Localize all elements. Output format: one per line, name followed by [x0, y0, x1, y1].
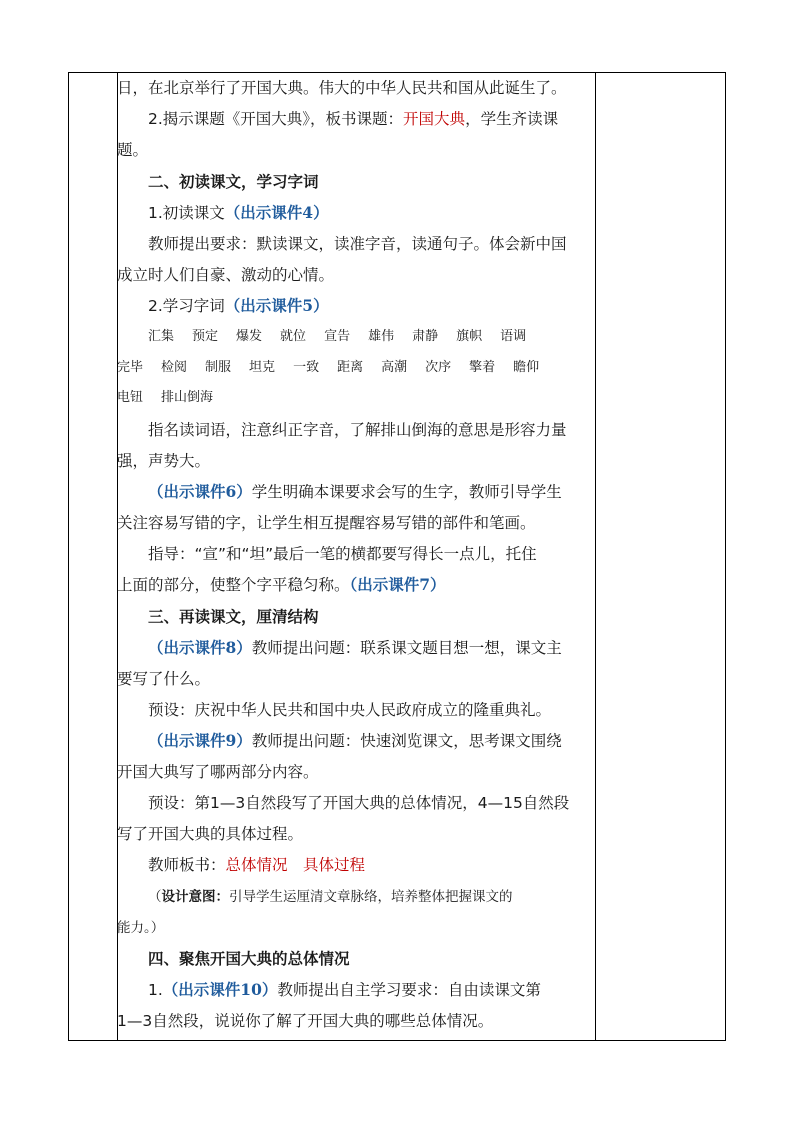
vocab-row	[117, 389, 231, 407]
vocab-word: 制服	[205, 360, 232, 375]
courseware-tag: （出示课件9）	[148, 731, 252, 750]
vocab-word: 肃静	[412, 329, 439, 344]
vocab-row	[117, 359, 557, 377]
paragraph-line: 写了开国大典的具体过程。	[117, 825, 304, 843]
paragraph-line: 预设：第1—3自然段写了开国大典的总体情况，4—15自然段	[148, 794, 570, 812]
courseware-tag: （出示课件7）	[349, 575, 446, 594]
vocab-word: 擎着	[469, 360, 496, 375]
paragraph-line	[117, 109, 624, 129]
design-note	[117, 887, 624, 907]
vocab-word: 语调	[500, 329, 527, 344]
vocab-word: 电钮	[117, 390, 144, 405]
paragraph-line	[117, 296, 624, 316]
paragraph-line: 强，声势大。	[117, 452, 211, 470]
design-note-label: 设计意图：	[161, 889, 229, 905]
text-run: 学生明确本课要求会写的生字，教师引导学生	[251, 483, 562, 501]
text-run: 1.初读课文	[148, 204, 225, 222]
vocab-word: 高潮	[381, 360, 408, 375]
paragraph-line	[117, 731, 624, 751]
vocab-word: 旗帜	[456, 329, 483, 344]
vocab-word: 宣告	[324, 329, 351, 344]
vocab-word: 雄伟	[368, 329, 395, 344]
text-run: 2.揭示课题《开国大典》，板书课题：	[148, 110, 404, 128]
vocab-word: 预定	[192, 329, 219, 344]
section-heading: 二、初读课文，学习字词	[148, 172, 319, 191]
vocab-word: 汇集	[148, 329, 175, 344]
paragraph-line	[117, 203, 624, 223]
design-note: 能力。）	[117, 920, 165, 936]
vocab-word: 排山倒海	[161, 390, 214, 405]
paragraph-line	[117, 638, 624, 658]
text-run: 教师提出问题：快速浏览课文，思考课文围绕	[251, 732, 562, 750]
courseware-tag: （出示课件10）	[162, 980, 278, 999]
section-heading: 四、聚焦开国大典的总体情况	[148, 949, 350, 968]
text-run: 教师提出问题：联系课文题目想一想，课文主	[251, 639, 562, 657]
vocab-row	[148, 328, 544, 346]
board-writing: 总体情况 具体过程	[225, 856, 366, 874]
paragraph-line: 开国大典写了哪两部分内容。	[117, 763, 319, 781]
courseware-tag: （出示课件5）	[224, 296, 329, 315]
vocab-word: 就位	[280, 329, 307, 344]
paragraph-line: 指名读词语，注意纠正字音，了解排山倒海的意思是形容力量	[148, 421, 567, 439]
paragraph-line: 预设：庆祝中华人民共和国中央人民政府成立的隆重典礼。	[148, 701, 552, 719]
text-run: （	[148, 889, 162, 905]
paragraph-line	[117, 855, 624, 875]
vocab-word: 次序	[425, 360, 452, 375]
vocab-word: 一致	[293, 360, 320, 375]
paragraph-line	[117, 575, 593, 595]
paragraph-line	[117, 980, 624, 1000]
paragraph-line: 1—3自然段，说说你了解了开国大典的哪些总体情况。	[117, 1012, 494, 1030]
paragraph-line: 日，在北京举行了开国大典。伟大的中华人民共和国从此诞生了。	[117, 79, 567, 97]
paragraph-line: 成立时人们自豪、激动的心情。	[117, 266, 335, 284]
vocab-word: 爆发	[236, 329, 263, 344]
vocab-word: 检阅	[161, 360, 188, 375]
courseware-tag: （出示课件4）	[224, 203, 329, 222]
text-run: 2.学习字词	[148, 297, 225, 315]
text-run: ，学生齐读课	[465, 110, 559, 128]
paragraph-line: 关注容易写错的字，让学生相互提醒容易写错的部件和笔画。	[117, 514, 536, 532]
courseware-tag: （出示课件8）	[148, 638, 252, 657]
text-run: 引导学生运厘清文章脉络，培养整体把握课文的	[229, 889, 513, 905]
section-heading: 三、再读课文，厘清结构	[148, 607, 319, 626]
courseware-tag: （出示课件6）	[148, 482, 252, 501]
paragraph-line: 教师提出要求：默读课文，读准字音，读通句子。体会新中国	[148, 235, 567, 253]
text-run: 教师板书：	[148, 856, 226, 874]
paragraph-line: 指导：“宣”和“坦”最后一笔的横都要写得长一点儿，托住	[148, 545, 537, 563]
text-run: 1.	[148, 981, 163, 999]
board-title: 开国大典	[403, 110, 466, 128]
vocab-word: 完毕	[117, 360, 144, 375]
text-run: 上面的部分，使整个字平稳匀称。	[117, 576, 350, 594]
text-run: 教师提出自主学习要求：自由读课文第	[277, 981, 541, 999]
paragraph-line: 题。	[117, 141, 149, 159]
vocab-word: 距离	[337, 360, 364, 375]
vocab-word: 坦克	[249, 360, 276, 375]
vocab-word: 瞻仰	[513, 360, 540, 375]
paragraph-line: 要写了什么。	[117, 670, 211, 688]
paragraph-line	[117, 482, 624, 502]
